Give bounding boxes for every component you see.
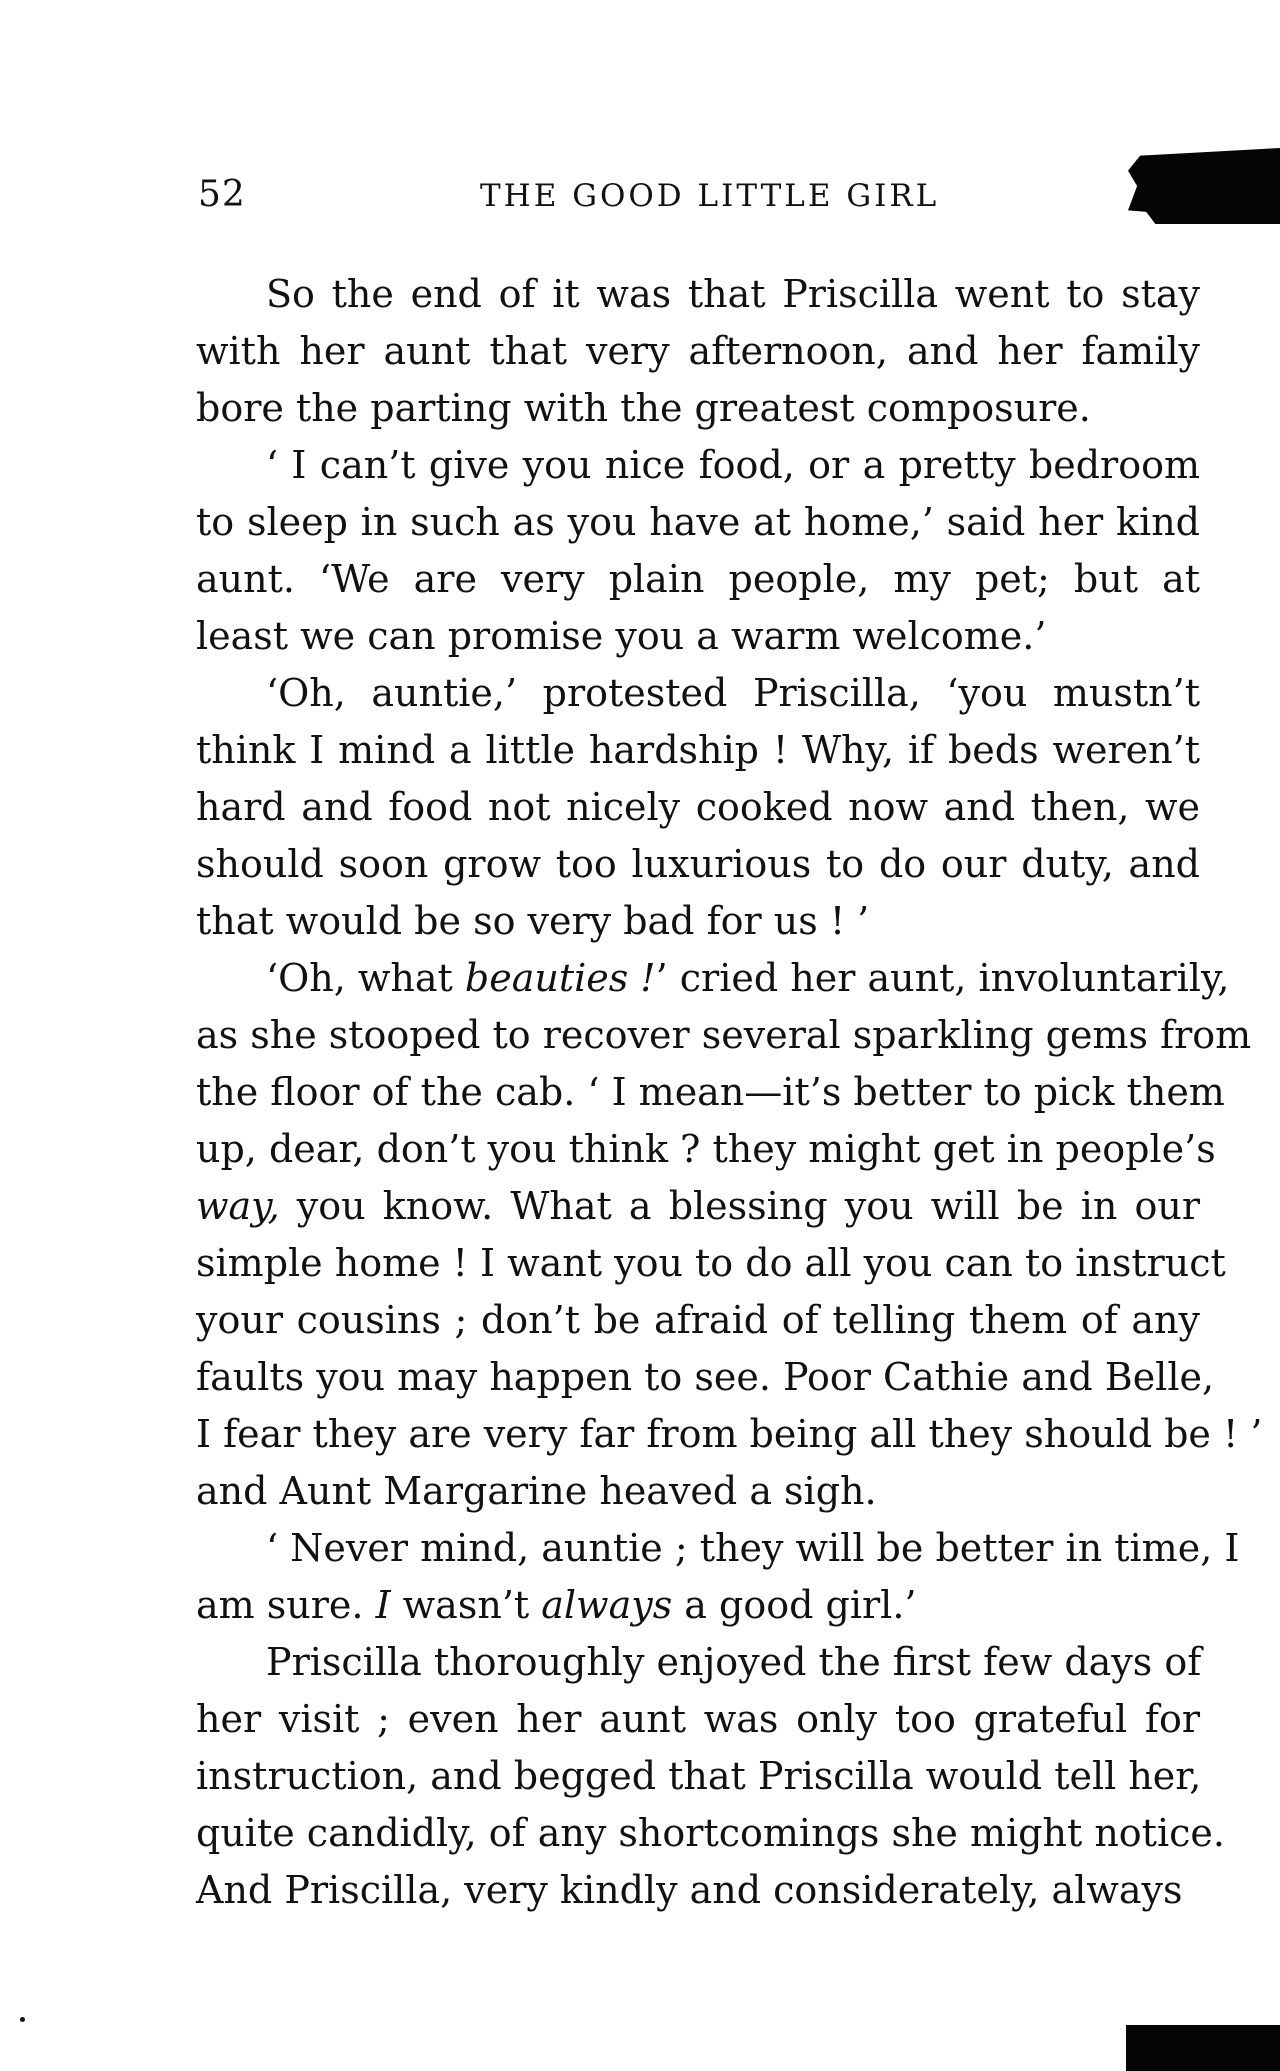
text-line [196,1121,1216,1178]
text-segment: ’ cried her aunt, involuntarily, [655,956,1230,1000]
paragraph [196,1520,1240,1634]
scan-edge-mark-bottom [1126,2025,1280,2071]
text-line [196,950,1230,1007]
text-segment: bore the parting with the greatest composure. [196,386,1091,430]
text-segment: I fear they are very far from being all they should be ! ’ [196,1412,1263,1456]
text-segment: the floor of the cab. ‘ I mean—it’s better to pick them [196,1070,1225,1114]
running-title: THE GOOD LITTLE GIRL [480,178,940,214]
paragraph [196,1634,1225,1919]
text-line [196,551,1200,608]
italic-text: way, [196,1184,280,1228]
text-segment: ‘ I can’t give you nice food, or a pretty bedroom [266,443,1200,487]
text-segment: her visit ; even her aunt was only too grateful for [196,1697,1200,1741]
paragraph [196,266,1200,437]
body-text [196,266,1263,1919]
text-segment: quite candidly, of any shortcomings she might notice. [196,1811,1225,1855]
text-line [196,1235,1226,1292]
text-line [196,1007,1252,1064]
text-segment: with her aunt that very afternoon, and her family [196,329,1200,373]
text-line [196,1577,1200,1634]
text-segment: your cousins ; don’t be afraid of telling them of any [196,1298,1200,1342]
text-segment: And Priscilla, very kindly and considerately, always [196,1868,1183,1912]
text-segment: to sleep in such as you have at home,’ said her kind [196,500,1200,544]
text-line [196,779,1200,836]
text-segment: Priscilla thoroughly enjoyed the first few days of [266,1640,1202,1684]
text-line [196,1691,1200,1748]
text-segment: up, dear, don’t you think ? they might get in people’s [196,1127,1216,1171]
text-line [196,836,1200,893]
paragraph [196,950,1263,1520]
text-line [196,1520,1240,1577]
text-line [196,1463,1200,1520]
text-line [196,380,1200,437]
text-line [196,893,1200,950]
text-segment: should soon grow too luxurious to do our duty, and [196,842,1200,886]
text-segment: So the end of it was that Priscilla went to stay [266,272,1200,316]
text-segment: ‘Oh, auntie,’ protested Priscilla, ‘you mustn’t [266,671,1200,715]
paragraph [196,665,1200,950]
text-line [196,437,1200,494]
text-segment: ‘ Never mind, auntie ; they will be better in time, I [266,1526,1240,1570]
text-line [196,1748,1200,1805]
italic-text: I [375,1583,391,1627]
text-segment: ‘Oh, what [266,956,465,1000]
text-segment: am sure. [196,1583,376,1627]
text-line [196,494,1200,551]
text-segment: and Aunt Margarine heaved a sigh. [196,1469,877,1513]
text-segment: a good girl.’ [672,1583,917,1627]
paragraph [196,437,1200,665]
italic-text: beauties ! [464,956,656,1000]
text-segment: that would be so very bad for us ! ’ [196,899,870,943]
text-line [196,1292,1200,1349]
text-line [196,1862,1200,1919]
text-line [196,608,1200,665]
text-segment: you know. What a blessing you will be in our [279,1184,1200,1228]
text-line [196,266,1200,323]
text-line [196,1064,1225,1121]
text-segment: instruction, and begged that Priscilla would tell her, [196,1754,1202,1798]
text-segment: aunt. ‘We are very plain people, my pet; but at [196,557,1200,601]
text-line [196,1349,1215,1406]
text-segment: faults you may happen to see. Poor Cathie and Belle, [196,1355,1215,1399]
text-line [196,722,1200,779]
text-line [196,1805,1225,1862]
text-line [196,1634,1200,1691]
scan-edge-mark-top [1128,148,1280,224]
text-line [196,1406,1263,1463]
text-line [196,1178,1200,1235]
italic-text: always [541,1583,673,1627]
text-segment: hard and food not nicely cooked now and then, we [196,785,1200,829]
text-segment: as she stooped to recover several sparkling gems from [196,1013,1252,1057]
scan-speck [20,2017,25,2022]
text-segment: least we can promise you a warm welcome.’ [196,614,1047,658]
text-segment: wasn’t [390,1583,542,1627]
text-line [196,665,1200,722]
text-segment: simple home ! I want you to do all you can to instruct [196,1241,1226,1285]
text-line [196,323,1200,380]
text-segment: think I mind a little hardship ! Why, if beds weren’t [196,728,1200,772]
page-number: 52 [198,174,246,215]
